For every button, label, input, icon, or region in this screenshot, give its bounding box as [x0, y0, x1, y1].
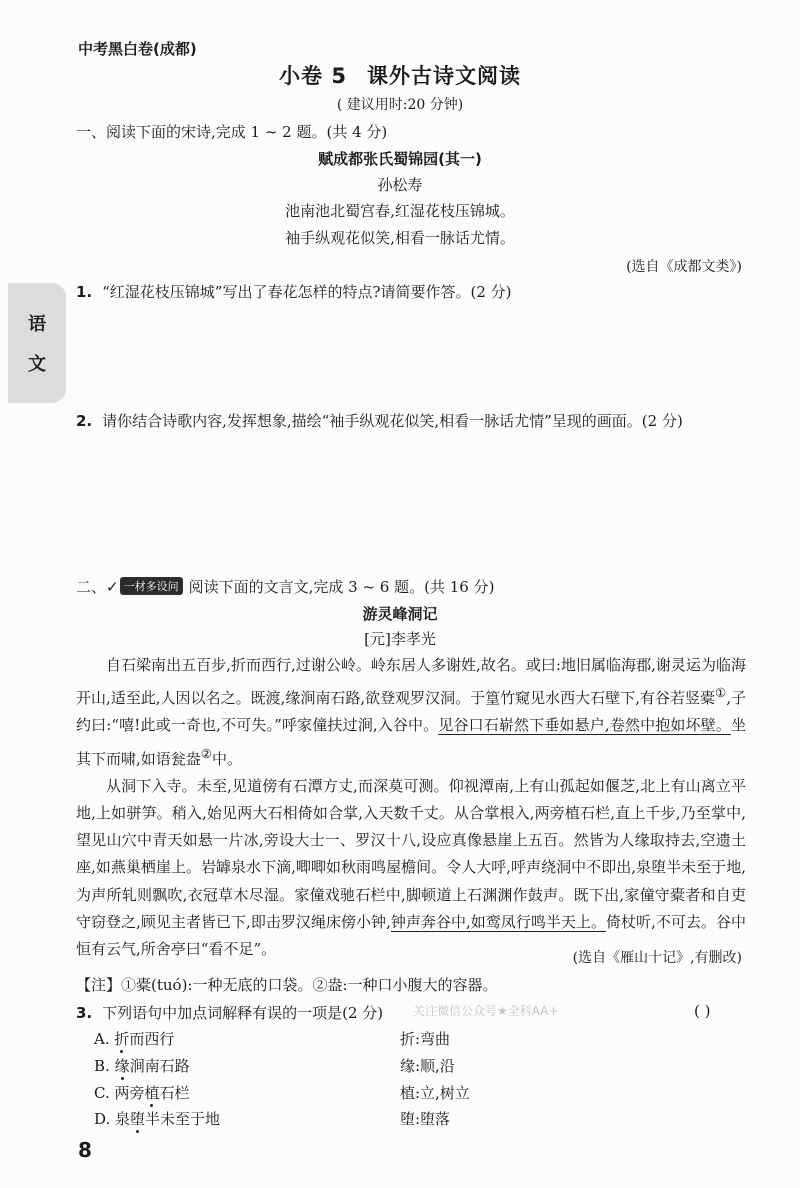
- passage-title: 游灵峰洞记: [362, 605, 438, 623]
- option-a: A. 折而西行: [94, 1030, 175, 1048]
- side-tab-char-2: 文: [28, 354, 46, 375]
- suggested-time: ( 建议用时:20 分钟): [336, 97, 464, 113]
- question-3: [76, 1002, 383, 1023]
- poem-author: 孙松寿: [377, 176, 423, 194]
- passage-paragraph-1: 自石梁南出五百步,折而西行,过谢公岭。岭东居人多谢姓,故名。或曰:地旧属临海郡,谢灵运为临海开山,适至此,人因以名之。既渡,缘涧南石路,欲登观罗汉洞。于篁竹窥见水西大石壁下,有谷若竖橐①,子约曰:“嘻!此或一奇也,不可失。”呼家僮扶过涧,入谷中。见谷口石崭然下垂如悬户,卷然中抱如坏壁。坐其下而啸,如语瓮盎②中。: [76, 656, 746, 768]
- question-1-number: 1.: [76, 283, 93, 301]
- question-1: [76, 281, 512, 302]
- question-1-text: “红湿花枝压锦城”写出了春花怎样的特点?请简要作答。(2 分): [102, 283, 512, 301]
- gloss-d: 堕:堕落: [400, 1110, 451, 1128]
- question-2-text: 请你结合诗歌内容,发挥想象,描绘“袖手纵观花似笑,相看一脉话尤情”呈现的画面。(2 分): [102, 412, 683, 430]
- passage-author: [元]李孝光: [364, 630, 436, 648]
- note-marker-2: ②: [200, 745, 212, 761]
- option-c: C. 两旁植石栏: [94, 1084, 190, 1102]
- dotted-word-c: 植: [144, 1084, 160, 1102]
- question-2: [76, 410, 683, 431]
- section2-heading-text: 阅读下面的文言文,完成 3 ~ 6 题。(共 16 分): [188, 578, 495, 596]
- classical-passage: [76, 652, 746, 963]
- gloss-a: 折:弯曲: [400, 1030, 451, 1048]
- dotted-word-b: 缘: [114, 1057, 130, 1075]
- annotation-note: 【注】①橐(tuó):一种无底的口袋。②盎:一种口小腹大的容器。: [76, 976, 498, 994]
- underlined-sentence-1: 见谷口石崭然下垂如悬户,卷然中抱如坏壁。: [438, 716, 731, 735]
- one-text-multi-question-badge: 一材多设问: [120, 577, 183, 595]
- underlined-sentence-2: 钟声奔谷中,如鸾凤行鸣半天上。: [390, 912, 606, 931]
- option-d: D. 泉堕半未至于地: [94, 1110, 221, 1128]
- poem-source: (选自《成都文类》): [626, 259, 742, 275]
- section1-heading: 一、阅读下面的宋诗,完成 1 ~ 2 题。(共 4 分): [76, 123, 388, 141]
- question-2-number: 2.: [76, 412, 93, 430]
- passage-paragraph-2: 从洞下入寺。未至,见道傍有石潭方丈,而深莫可测。仰视潭南,上有山孤起如偃芝,北上有山离立平地,上如骈笋。稍入,始见两大石相倚如合掌,入天数千丈。从合掌根入,两旁植石栏,直上千步,乃至掌中,望见山穴中青天如悬一片冰,旁设大士一、罗汉十八,设应真像悬崖上五百。然皆为人缘取持去,空遗土座,如燕巢栖崖上。岩罅泉水下滴,唧唧如秋雨鸣屋檐间。令人大呼,呼声绕洞中不即出,泉堕半未至于地,为声所轧则飘吹,衣冠草木尽湿。家僮戏驰石栏中,脚顿道上石渊渊作鼓声。既下出,家僮守橐者和自吏守窃登之,顾见主者皆已下,即击罗汉绳床傍小钟,钟声奔谷中,如鸾凤行鸣半天上。倚杖听,不可去。谷中恒有云气,所舍亭曰“看不足”。: [76, 776, 746, 959]
- section2-heading: [76, 576, 494, 597]
- section2-prefix: 二、: [76, 578, 107, 596]
- note-marker-1: ①: [714, 685, 727, 701]
- poem-title: 赋成都张氏蜀锦园(其一): [318, 150, 482, 168]
- page-number: 8: [78, 1138, 92, 1162]
- gloss-c: 植:立,树立: [400, 1084, 470, 1102]
- check-icon: ✓: [106, 578, 119, 596]
- side-tab-char-1: 语: [28, 314, 46, 335]
- dotted-word-a: 折: [114, 1030, 130, 1048]
- question-3-number: 3.: [76, 1004, 93, 1022]
- title-part2: 课外古诗文阅读: [366, 64, 521, 88]
- poem-line-1: 池南池北蜀宫春,红湿花枝压锦城。: [285, 202, 515, 220]
- poem-line-2: 袖手纵观花似笑,相看一脉话尤情。: [285, 229, 515, 247]
- gloss-b: 缘:顺,沿: [400, 1057, 455, 1075]
- page-title: [0, 60, 800, 90]
- answer-paren: ( ): [694, 1002, 711, 1020]
- question-3-text: 下列语句中加点词解释有误的一项是(2 分): [102, 1004, 384, 1022]
- series-header: 中考黑白卷(成都): [78, 40, 197, 58]
- subject-side-tab: [8, 283, 66, 403]
- dotted-word-d: 堕: [130, 1110, 146, 1128]
- option-b: B. 缘涧南石路: [94, 1057, 190, 1075]
- passage-source: (选自《雁山十记》,有删改): [572, 950, 742, 966]
- watermark: 关注微信公众号★全科AA+: [413, 1004, 559, 1018]
- title-part1: 小卷 5: [279, 64, 347, 88]
